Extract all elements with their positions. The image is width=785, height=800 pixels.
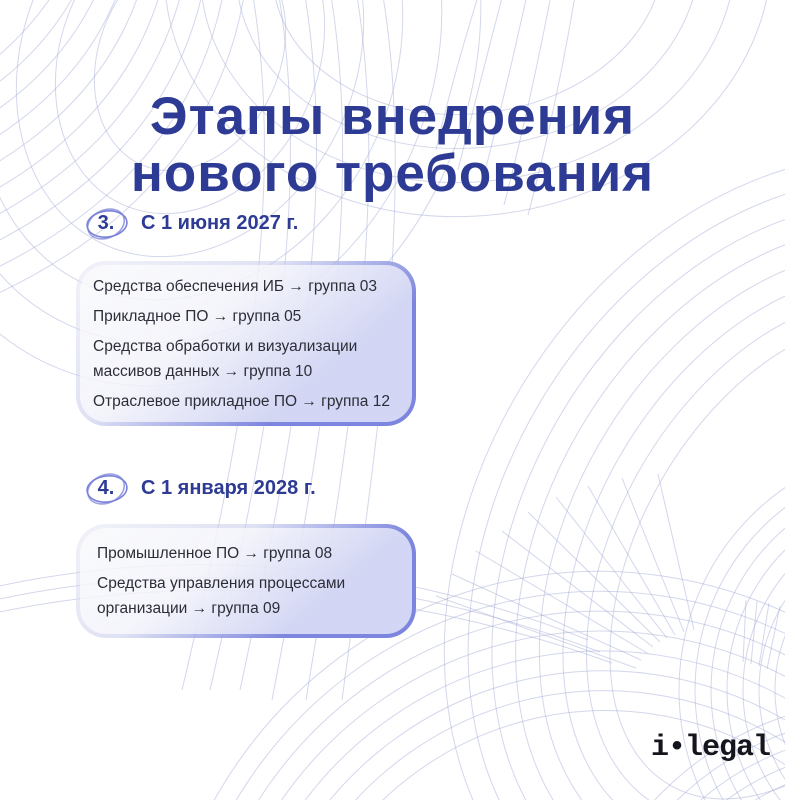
stage-3-card — [76, 261, 416, 426]
stage-4-card-content — [80, 528, 412, 634]
card-item: Промышленное ПО → группа 08 — [97, 545, 333, 562]
card-item: Прикладное ПО → группа 05 — [93, 308, 302, 325]
card-item: Средства обработки и визуализации массивов данных → группа 10 — [93, 338, 358, 380]
step-number: 4. — [97, 476, 115, 499]
page-title-line-1: Этапы внедрения — [149, 86, 636, 146]
card-item: Средства управления процессами организации → группа 09 — [97, 575, 346, 617]
stage-3-card-content — [80, 265, 412, 422]
section-date-label: С 1 января 2028 г. — [141, 476, 316, 499]
stage-4-header — [86, 470, 316, 506]
step-number-badge-3 — [86, 205, 126, 241]
ilegal-logo: i•legal — [650, 731, 770, 765]
stage-3-header — [86, 205, 298, 241]
card-item: Отраслевое прикладное ПО → группа 12 — [93, 393, 390, 410]
step-number-badge-4 — [86, 470, 126, 506]
step-number: 3. — [97, 211, 115, 234]
page-title — [0, 88, 785, 202]
card-item: Средства обеспечения ИБ → группа 03 — [93, 278, 378, 295]
page-title-line-2: нового требования — [130, 143, 655, 203]
stage-4-card — [76, 524, 416, 638]
section-date-label: С 1 июня 2027 г. — [141, 211, 299, 234]
